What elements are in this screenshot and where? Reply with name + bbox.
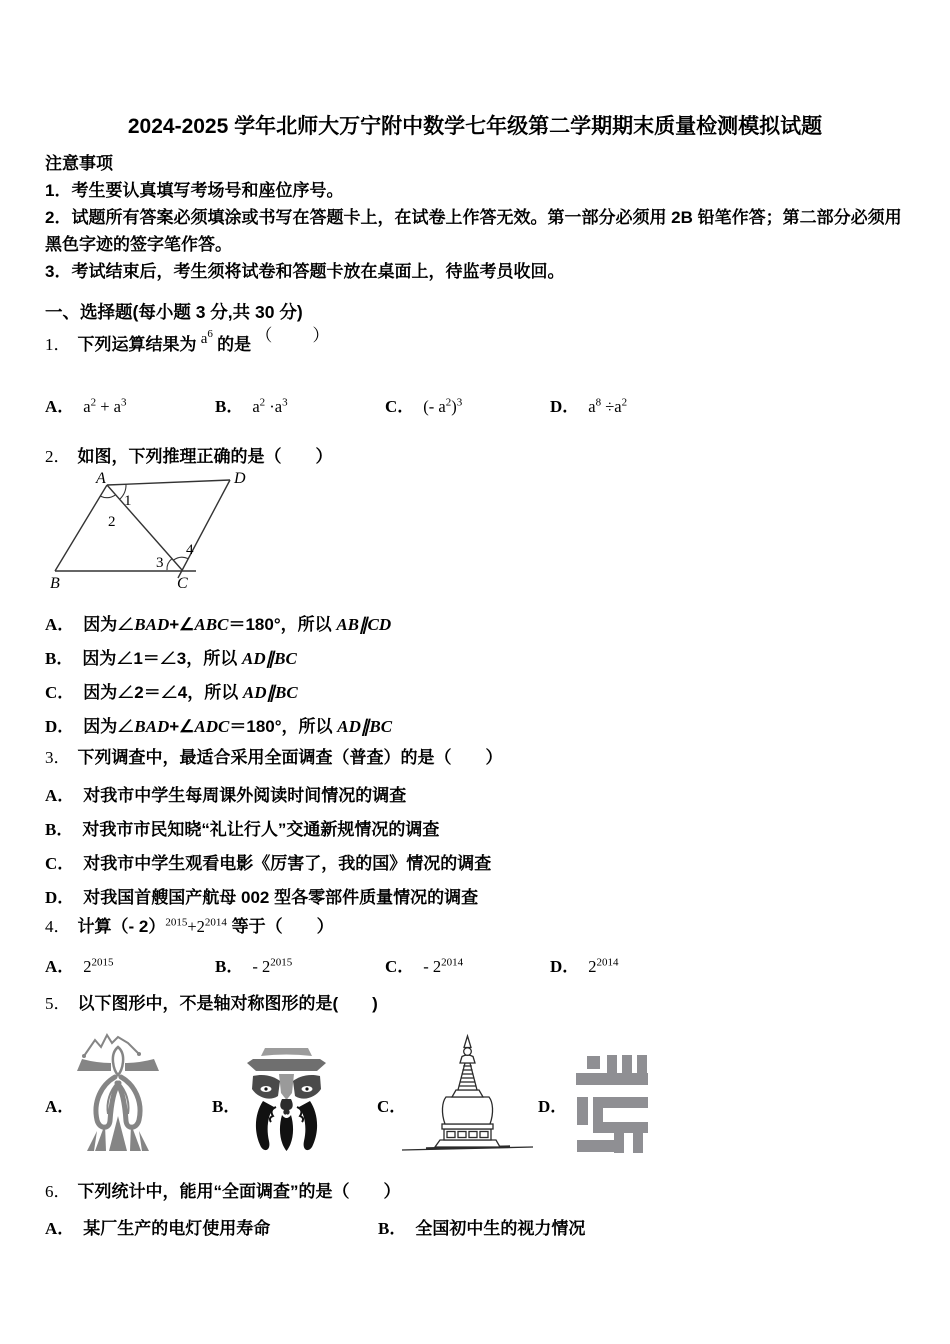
option-c-label: C． — [45, 683, 75, 702]
option-b-label: B． — [215, 957, 244, 976]
option-b-text: 全国初中生的视力情况 — [415, 1219, 586, 1238]
option-b-expression: $a^2 \cdot a^3$ — [252, 396, 288, 416]
option-a — [45, 608, 392, 642]
angle-label-3: 3 — [156, 555, 164, 571]
option-a — [45, 779, 491, 813]
figure-lines — [55, 480, 230, 578]
question-3-text: 下列调查中，最适合采用全面调查（普查）的是（ ） — [77, 748, 503, 767]
question-6-stem — [45, 1180, 401, 1204]
maze-blocks — [576, 1055, 648, 1153]
question-4-options — [45, 952, 915, 992]
option-c-text: 因为∠2＝∠4，所以 AD∥BC — [83, 683, 298, 702]
question-2-text: 如图，下列推理正确的是（ ） — [77, 447, 333, 466]
question-4-number: 4． — [45, 917, 71, 936]
question-1-options — [45, 392, 915, 432]
option-b — [378, 1214, 585, 1239]
question-3-number: 3． — [45, 748, 71, 767]
question-5-text: 以下图形中，不是轴对称图形的是( ) — [77, 994, 378, 1013]
notice-block — [45, 150, 910, 285]
answer-blank-parens: （ ） — [255, 326, 332, 345]
math-base: a — [200, 331, 208, 347]
option-d-label: D． — [538, 1097, 568, 1116]
question-4-stem — [45, 915, 334, 939]
option-a-label: A． — [45, 786, 75, 805]
section-1-heading: 一、选择题(每小题 3 分,共 30 分) — [45, 302, 303, 322]
option-d-label: D． — [550, 397, 580, 416]
option-b-label: B． — [45, 649, 74, 668]
question-1-stem — [45, 326, 332, 358]
option-c — [385, 952, 463, 977]
question-6-options — [45, 1214, 915, 1244]
option-a-text: 因为∠BAD+∠ABC＝180°，所以 AB∥CD — [83, 615, 392, 634]
question-3-options — [45, 779, 491, 915]
option-a — [45, 1214, 270, 1239]
option-b-text: 因为∠1＝∠3，所以 AD∥BC — [82, 649, 297, 668]
opera-face-mask-image — [243, 1047, 330, 1153]
option-d — [45, 710, 392, 744]
option-b-text: 对我市市民知晓“礼让行人”交通新规情况的调查 — [82, 820, 440, 839]
option-b-label: B． — [215, 397, 244, 416]
option-d-label: D． — [550, 957, 580, 976]
angle-label-4: 4 — [186, 542, 194, 558]
option-c-expression: (- $a^2)^3$ — [423, 396, 463, 416]
vertex-label-b: B — [50, 575, 60, 592]
question-5-number: 5． — [45, 994, 71, 1013]
page-title: 2024-2025 学年北师大万宁附中数学七年级第二学期期末质量检测模拟试题 — [127, 115, 823, 138]
option-a-label: A． — [45, 957, 75, 976]
mountain-outline — [84, 1035, 139, 1056]
option-b — [215, 952, 292, 977]
option-d — [45, 881, 491, 915]
option-c-label: C． — [45, 854, 75, 873]
option-d-text: 对我国首艘国产航母 002 型各零部件质量情况的调查 — [83, 888, 479, 907]
notice-item-3: 3．考试结束后，考生须将试卷和答题卡放在桌面上，待监考员收回。 — [45, 262, 565, 281]
option-a-label: A． — [45, 1097, 75, 1116]
notice-item-1: 1．考生要认真填写考场号和座位序号。 — [45, 181, 344, 200]
hat-top — [261, 1048, 312, 1056]
option-b-expression: - $2^{2015}$ — [252, 956, 293, 976]
angle-label-2: 2 — [108, 514, 116, 530]
vertex-label-d: D — [234, 470, 246, 487]
option-c-label: C． — [385, 957, 415, 976]
question-5-options — [45, 1020, 915, 1165]
option-c — [45, 847, 491, 881]
question-2-stem — [45, 445, 333, 469]
option-d-expression: $a^8 \div a^2$ — [588, 396, 628, 416]
question-2-options — [45, 608, 392, 744]
option-a-label: A． — [45, 397, 75, 416]
option-a-text: 对我市中学生每周课外阅读时间情况的调查 — [83, 786, 407, 805]
math-exponent-2: 2014 — [204, 916, 227, 929]
math-exponent: 6 — [207, 328, 213, 340]
vertex-label-a: A — [96, 470, 106, 487]
notice-heading: 注意事项 — [45, 154, 113, 173]
option-c-label: C． — [377, 1097, 407, 1116]
option-d-label: D． — [45, 888, 75, 907]
option-d-label: D． — [45, 717, 75, 736]
question-4-mid: +2 — [187, 917, 205, 936]
forehead — [279, 1074, 294, 1100]
option-b — [45, 813, 491, 847]
question-4-text: 计算（- 2） — [77, 917, 166, 936]
question-1-expression — [200, 328, 213, 347]
angle-label-1: 1 — [124, 493, 132, 509]
notice-item-2: 2．试题所有答案必须填涂或书写在答题卡上，在试卷上作答无效。第一部分必须用 2B 铅笔作答；第二部分必须用黑色字迹的签字笔作答。 — [45, 208, 902, 254]
option-a-label: A． — [45, 615, 75, 634]
question-2-figure — [50, 470, 265, 595]
option-d-expression: $2^{2014}$ — [588, 956, 619, 976]
option-c-label: C． — [385, 397, 415, 416]
white-pagoda-image — [400, 1028, 535, 1156]
option-d-text: 因为∠BAD+∠ADC＝180°，所以 AD∥BC — [83, 717, 393, 736]
pagoda-outline — [402, 1036, 533, 1150]
nose — [280, 1099, 292, 1115]
question-3-stem — [45, 746, 503, 770]
option-c-expression: - $2^{2014}$ — [423, 956, 464, 976]
figure-head — [113, 1047, 123, 1075]
question-1-text: 下列运算结果为 — [77, 335, 197, 354]
option-b-label: B． — [212, 1097, 241, 1116]
math-exponent-1: 2015 — [165, 916, 188, 929]
option-b — [215, 392, 288, 417]
option-b-label: B． — [378, 1219, 407, 1238]
option-a-text: 某厂生产的电灯使用寿命 — [83, 1219, 271, 1238]
question-6-number: 6． — [45, 1182, 71, 1201]
option-d — [550, 952, 619, 977]
vertex-label-c: C — [177, 575, 188, 592]
option-b-label: B． — [45, 820, 74, 839]
question-1-number: 1． — [45, 335, 71, 354]
option-a-label: A． — [45, 1219, 75, 1238]
question-5-stem — [45, 992, 378, 1016]
maze-pattern-image — [567, 1053, 657, 1156]
hat-brim — [247, 1059, 326, 1071]
question-2-number: 2． — [45, 447, 71, 466]
option-a — [45, 952, 114, 977]
question-4-text-suffix: 等于（ ） — [226, 917, 334, 936]
option-a — [45, 392, 127, 417]
option-c — [45, 676, 392, 710]
mountain-figure-emblem-image — [73, 1030, 163, 1153]
option-b — [45, 642, 392, 676]
option-a-expression: $a^2 + a^3$ — [83, 396, 127, 416]
question-1-text-suffix: 的是 — [217, 335, 252, 354]
question-6-text: 下列统计中，能用“全面调查”的是（ ） — [77, 1182, 401, 1201]
option-a-expression: $2^{2015}$ — [83, 956, 114, 976]
option-c-text: 对我市中学生观看电影《厉害了，我的国》情况的调查 — [83, 854, 492, 873]
option-d — [550, 392, 627, 417]
option-c — [385, 392, 462, 417]
